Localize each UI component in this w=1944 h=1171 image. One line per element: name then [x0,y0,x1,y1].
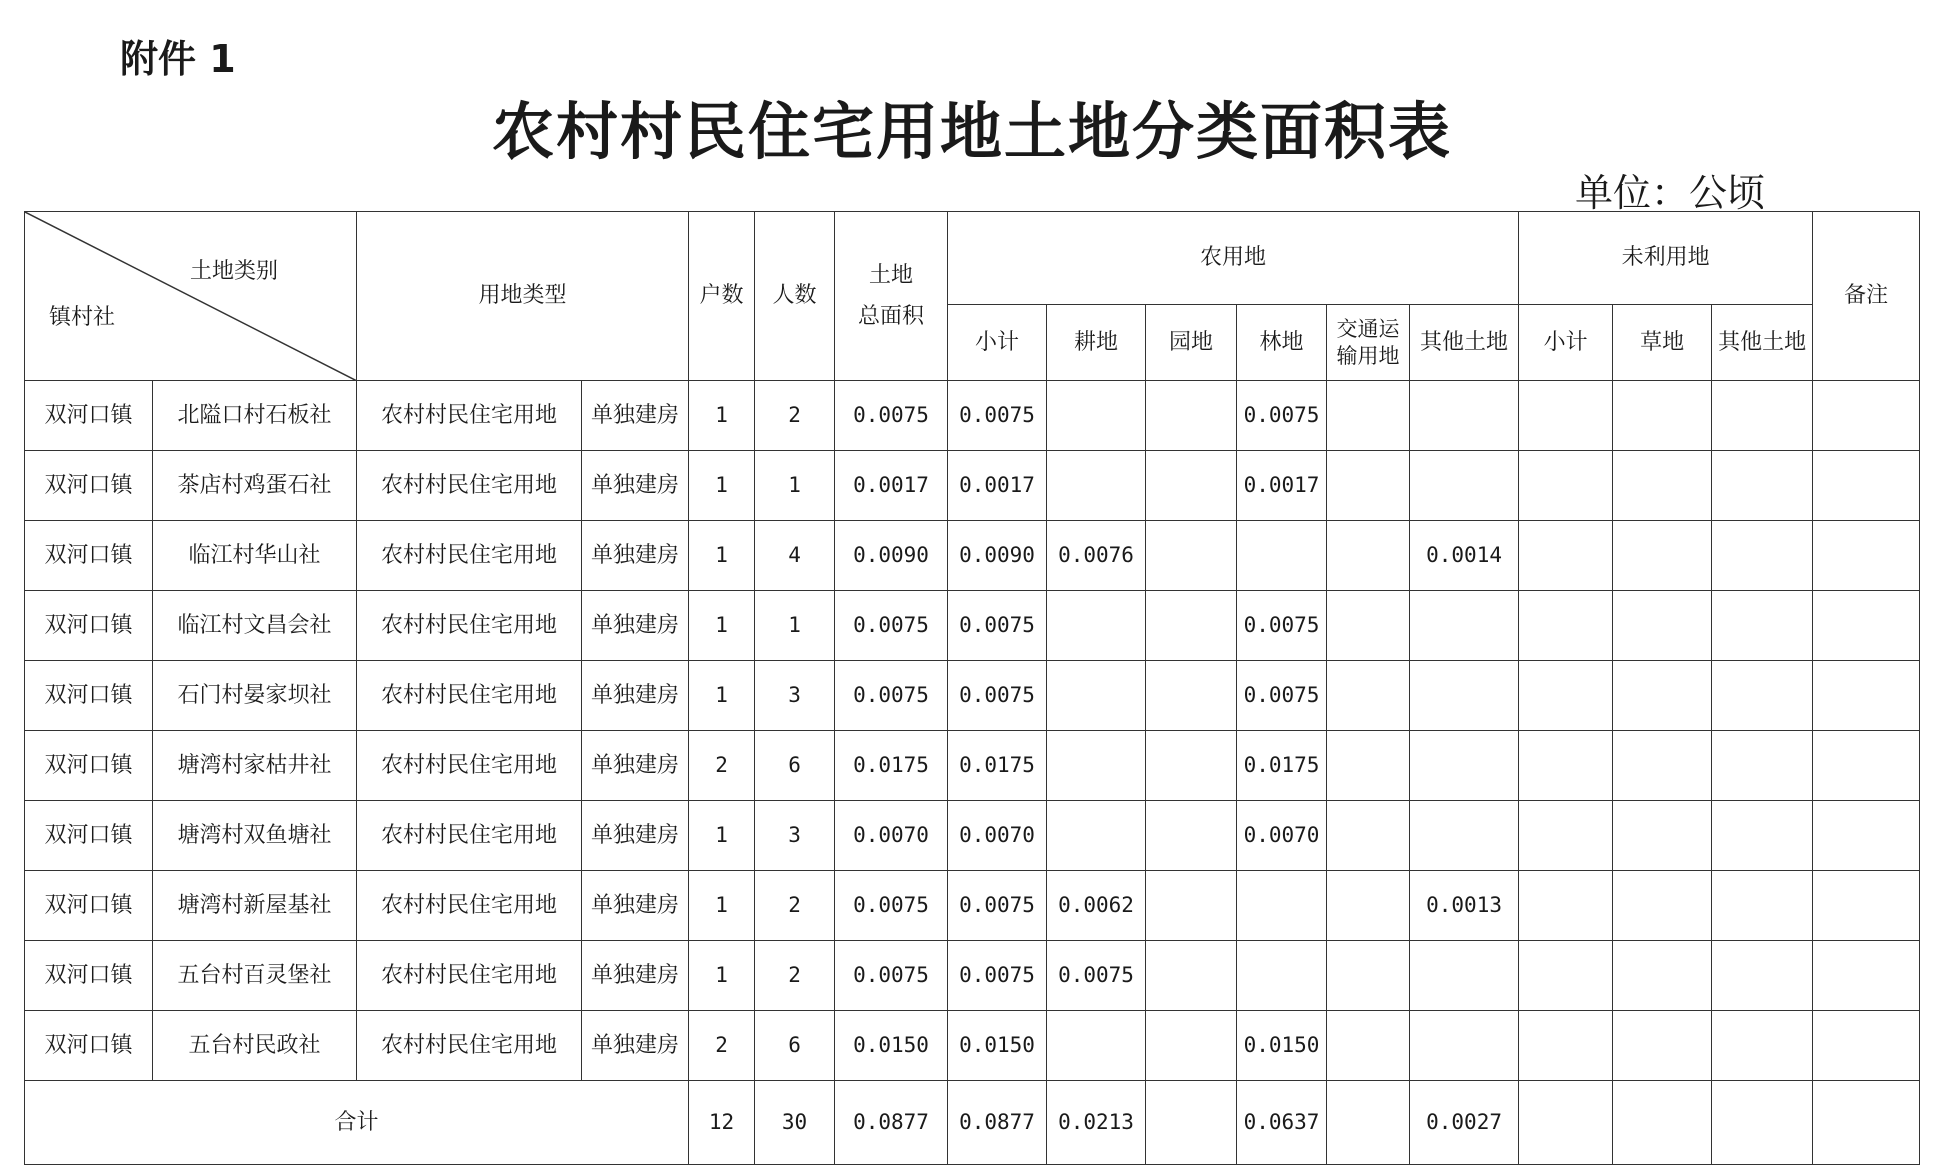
cell-transport [1327,451,1410,521]
cell-arable: 0.0075 [1047,941,1146,1011]
cell-transport [1327,801,1410,871]
cell-remarks [1813,661,1920,731]
cell-agri-other [1410,1011,1519,1081]
header-unused-sub-0: 小计 [1519,305,1613,381]
cell-town: 双河口镇 [25,731,153,801]
cell-total: 0.0070 [835,801,948,871]
cell-town: 双河口镇 [25,381,153,451]
cell-type: 农村村民住宅用地 [357,871,582,941]
cell-town: 双河口镇 [25,521,153,591]
cell-remarks [1813,941,1920,1011]
cell-forest: 0.0150 [1237,1011,1327,1081]
cell-transport [1327,871,1410,941]
header-unused: 未利用地 [1519,212,1813,305]
cell-arable [1047,1011,1146,1081]
total-remarks [1813,1081,1920,1165]
cell-unused-subtotal [1519,661,1613,731]
cell-transport [1327,1011,1410,1081]
cell-build: 单独建房 [582,381,689,451]
cell-build: 单独建房 [582,801,689,871]
cell-transport [1327,941,1410,1011]
header-households: 户数 [689,212,755,381]
cell-unused-other [1712,591,1813,661]
cell-total: 0.0090 [835,521,948,591]
cell-agri-subtotal: 0.0090 [948,521,1047,591]
cell-total: 0.0175 [835,731,948,801]
cell-unused-subtotal [1519,941,1613,1011]
cell-forest: 0.0075 [1237,381,1327,451]
total-people: 30 [755,1081,835,1165]
total-agri-subtotal: 0.0877 [948,1081,1047,1165]
cell-unused-other [1712,381,1813,451]
cell-garden [1146,801,1237,871]
cell-build: 单独建房 [582,521,689,591]
cell-remarks [1813,521,1920,591]
header-remarks: 备注 [1813,212,1920,381]
unit-label: 单位：公顷 [1575,171,1766,215]
cell-town: 双河口镇 [25,871,153,941]
cell-agri-subtotal: 0.0017 [948,451,1047,521]
cell-grass [1613,1011,1712,1081]
header-total-area-line2: 总面积 [858,304,925,329]
header-land-use-type: 用地类型 [357,212,689,381]
cell-grass [1613,801,1712,871]
cell-grass [1613,941,1712,1011]
cell-garden [1146,871,1237,941]
cell-households: 1 [689,591,755,661]
diag-top-label: 土地类别 [190,259,279,284]
header-unused-sub-1: 草地 [1613,305,1712,381]
cell-type: 农村村民住宅用地 [357,451,582,521]
total-forest: 0.0637 [1237,1081,1327,1165]
cell-village: 石门村晏家坝社 [153,661,357,731]
cell-households: 1 [689,801,755,871]
table-row [25,521,1920,591]
cell-households: 1 [689,661,755,731]
cell-type: 农村村民住宅用地 [357,731,582,801]
cell-people: 3 [755,661,835,731]
cell-unused-other [1712,1011,1813,1081]
cell-agri-subtotal: 0.0075 [948,871,1047,941]
total-garden [1146,1081,1237,1165]
cell-agri-subtotal: 0.0070 [948,801,1047,871]
cell-build: 单独建房 [582,871,689,941]
total-area: 0.0877 [835,1081,948,1165]
cell-transport [1327,381,1410,451]
cell-agri-subtotal: 0.0075 [948,591,1047,661]
total-row [25,1081,1920,1165]
cell-garden [1146,521,1237,591]
cell-remarks [1813,451,1920,521]
cell-build: 单独建房 [582,661,689,731]
cell-agri-other: 0.0013 [1410,871,1519,941]
cell-grass [1613,381,1712,451]
cell-households: 2 [689,731,755,801]
cell-transport [1327,591,1410,661]
cell-agri-other: 0.0014 [1410,521,1519,591]
cell-garden [1146,661,1237,731]
table-row [25,381,1920,451]
cell-total: 0.0075 [835,591,948,661]
cell-agri-subtotal: 0.0075 [948,941,1047,1011]
cell-village: 塘湾村双鱼塘社 [153,801,357,871]
cell-unused-other [1712,871,1813,941]
cell-forest: 0.0017 [1237,451,1327,521]
table-row [25,1011,1920,1081]
cell-unused-subtotal [1519,871,1613,941]
cell-village: 塘湾村家枯井社 [153,731,357,801]
cell-total: 0.0075 [835,661,948,731]
cell-type: 农村村民住宅用地 [357,941,582,1011]
header-total-area [835,212,948,381]
cell-households: 1 [689,521,755,591]
cell-grass [1613,521,1712,591]
cell-type: 农村村民住宅用地 [357,381,582,451]
cell-households: 1 [689,871,755,941]
cell-forest: 0.0075 [1237,591,1327,661]
table-row [25,591,1920,661]
cell-forest: 0.0070 [1237,801,1327,871]
cell-people: 6 [755,731,835,801]
cell-people: 2 [755,941,835,1011]
cell-garden [1146,381,1237,451]
cell-type: 农村村民住宅用地 [357,521,582,591]
cell-forest [1237,941,1327,1011]
table-row [25,661,1920,731]
cell-agri-other [1410,731,1519,801]
cell-unused-other [1712,731,1813,801]
cell-arable [1047,381,1146,451]
cell-remarks [1813,801,1920,871]
cell-garden [1146,591,1237,661]
cell-households: 1 [689,941,755,1011]
header-agri-sub-1: 耕地 [1047,305,1146,381]
cell-agri-other [1410,661,1519,731]
total-grass [1613,1081,1712,1165]
cell-unused-subtotal [1519,451,1613,521]
cell-arable [1047,451,1146,521]
total-households: 12 [689,1081,755,1165]
cell-unused-subtotal [1519,521,1613,591]
total-unused-other [1712,1081,1813,1165]
cell-transport [1327,661,1410,731]
cell-arable [1047,591,1146,661]
cell-forest: 0.0175 [1237,731,1327,801]
cell-agri-subtotal: 0.0075 [948,661,1047,731]
table-row [25,451,1920,521]
cell-unused-subtotal [1519,1011,1613,1081]
cell-grass [1613,731,1712,801]
cell-total: 0.0017 [835,451,948,521]
cell-agri-other [1410,591,1519,661]
cell-households: 1 [689,381,755,451]
header-agri-sub-4: 交通运输用地 [1327,305,1410,381]
cell-arable [1047,801,1146,871]
cell-garden [1146,451,1237,521]
cell-total: 0.0150 [835,1011,948,1081]
cell-type: 农村村民住宅用地 [357,591,582,661]
cell-village: 塘湾村新屋基社 [153,871,357,941]
total-arable: 0.0213 [1047,1081,1146,1165]
total-unused-subtotal [1519,1081,1613,1165]
cell-village: 临江村文昌会社 [153,591,357,661]
cell-remarks [1813,1011,1920,1081]
cell-remarks [1813,381,1920,451]
cell-type: 农村村民住宅用地 [357,661,582,731]
table-row [25,871,1920,941]
cell-grass [1613,871,1712,941]
cell-households: 2 [689,1011,755,1081]
cell-town: 双河口镇 [25,661,153,731]
cell-garden [1146,1011,1237,1081]
cell-grass [1613,661,1712,731]
cell-people: 2 [755,871,835,941]
diagonal-header-cell [25,212,357,381]
cell-agri-other [1410,451,1519,521]
cell-remarks [1813,591,1920,661]
total-label: 合计 [25,1081,689,1165]
cell-agri-other [1410,801,1519,871]
cell-arable [1047,661,1146,731]
cell-agri-other [1410,941,1519,1011]
cell-grass [1613,591,1712,661]
cell-people: 3 [755,801,835,871]
header-agri-sub-5: 其他土地 [1410,305,1519,381]
cell-village: 临江村华山社 [153,521,357,591]
cell-arable: 0.0062 [1047,871,1146,941]
cell-agri-subtotal: 0.0175 [948,731,1047,801]
cell-grass [1613,451,1712,521]
cell-remarks [1813,871,1920,941]
header-people: 人数 [755,212,835,381]
table-row [25,941,1920,1011]
cell-build: 单独建房 [582,731,689,801]
cell-build: 单独建房 [582,1011,689,1081]
header-agri-sub-0: 小计 [948,305,1047,381]
total-agri-other: 0.0027 [1410,1081,1519,1165]
cell-unused-other [1712,521,1813,591]
cell-type: 农村村民住宅用地 [357,801,582,871]
attachment-label: 附件 1 [120,37,236,81]
cell-total: 0.0075 [835,871,948,941]
header-agri: 农用地 [948,212,1519,305]
cell-unused-subtotal [1519,731,1613,801]
cell-unused-subtotal [1519,591,1613,661]
cell-forest: 0.0075 [1237,661,1327,731]
cell-unused-subtotal [1519,381,1613,451]
cell-transport [1327,731,1410,801]
cell-forest [1237,521,1327,591]
cell-unused-other [1712,941,1813,1011]
cell-arable [1047,731,1146,801]
cell-village: 北隘口村石板社 [153,381,357,451]
cell-total: 0.0075 [835,381,948,451]
cell-town: 双河口镇 [25,591,153,661]
cell-people: 2 [755,381,835,451]
table-row [25,801,1920,871]
cell-unused-other [1712,661,1813,731]
diag-bottom-label: 镇村社 [49,305,116,330]
cell-village: 茶店村鸡蛋石社 [153,451,357,521]
page-title: 农村村民住宅用地土地分类面积表 [491,95,1452,168]
cell-garden [1146,731,1237,801]
cell-people: 1 [755,451,835,521]
cell-unused-subtotal [1519,801,1613,871]
cell-build: 单独建房 [582,591,689,661]
cell-town: 双河口镇 [25,941,153,1011]
cell-forest [1237,871,1327,941]
cell-transport [1327,521,1410,591]
cell-agri-subtotal: 0.0075 [948,381,1047,451]
header-unused-sub-2: 其他土地 [1712,305,1813,381]
cell-agri-other [1410,381,1519,451]
cell-town: 双河口镇 [25,801,153,871]
header-total-area-line1: 土地 [869,262,914,288]
header-agri-sub-2: 园地 [1146,305,1237,381]
table-row [25,731,1920,801]
cell-village: 五台村百灵堡社 [153,941,357,1011]
cell-people: 1 [755,591,835,661]
cell-remarks [1813,731,1920,801]
diagonal-line [25,212,357,381]
cell-build: 单独建房 [582,451,689,521]
cell-type: 农村村民住宅用地 [357,1011,582,1081]
cell-unused-other [1712,451,1813,521]
cell-town: 双河口镇 [25,1011,153,1081]
cell-arable: 0.0076 [1047,521,1146,591]
cell-households: 1 [689,451,755,521]
cell-people: 6 [755,1011,835,1081]
cell-people: 4 [755,521,835,591]
cell-unused-other [1712,801,1813,871]
header-agri-sub-3: 林地 [1237,305,1327,381]
cell-village: 五台村民政社 [153,1011,357,1081]
cell-total: 0.0075 [835,941,948,1011]
total-transport [1327,1081,1410,1165]
cell-town: 双河口镇 [25,451,153,521]
land-classification-table [24,211,1920,1165]
cell-agri-subtotal: 0.0150 [948,1011,1047,1081]
cell-garden [1146,941,1237,1011]
cell-build: 单独建房 [582,941,689,1011]
